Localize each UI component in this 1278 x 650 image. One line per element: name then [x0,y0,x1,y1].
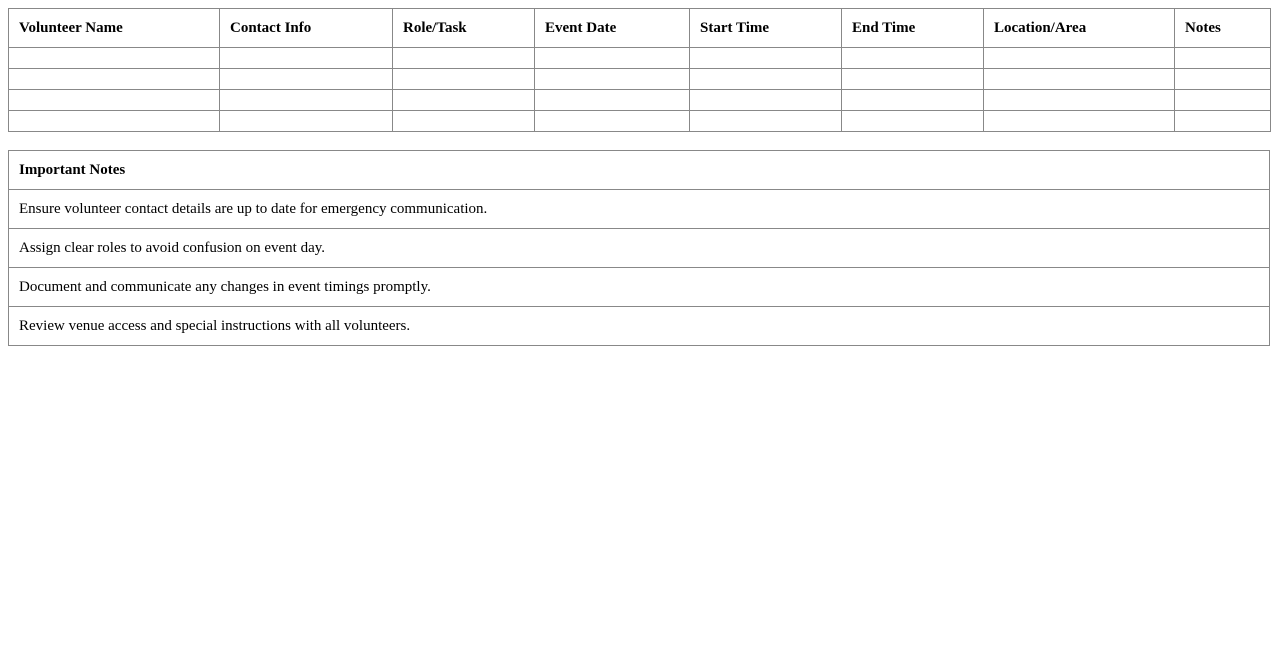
table-cell[interactable] [9,48,220,69]
volunteer-schedule-table [8,8,1271,132]
table-cell[interactable] [842,48,984,69]
table-cell[interactable] [842,111,984,132]
column-header-role-task: Role/Task [393,9,535,48]
table-cell[interactable] [1175,90,1271,111]
notes-header-row [9,151,1270,190]
table-cell[interactable] [984,69,1175,90]
table-cell[interactable] [690,48,842,69]
notes-heading: Important Notes [9,151,1270,190]
table-cell[interactable] [984,48,1175,69]
table-cell[interactable] [690,111,842,132]
notes-row [9,190,1270,229]
table-cell[interactable] [1175,111,1271,132]
column-header-end-time: End Time [842,9,984,48]
table-header-row [9,9,1271,48]
table-cell[interactable] [393,90,535,111]
table-cell[interactable] [393,48,535,69]
notes-row [9,268,1270,307]
notes-row [9,307,1270,346]
column-header-event-date: Event Date [535,9,690,48]
column-header-start-time: Start Time [690,9,842,48]
table-cell[interactable] [1175,48,1271,69]
table-row [9,111,1271,132]
table-row [9,69,1271,90]
table-cell[interactable] [393,69,535,90]
table-cell[interactable] [220,48,393,69]
table-cell[interactable] [220,69,393,90]
note-item: Assign clear roles to avoid confusion on event day. [9,229,1270,268]
notes-row [9,229,1270,268]
table-cell[interactable] [220,111,393,132]
table-cell[interactable] [984,111,1175,132]
table-cell[interactable] [984,90,1175,111]
table-cell[interactable] [842,69,984,90]
column-header-contact-info: Contact Info [220,9,393,48]
note-item: Ensure volunteer contact details are up to date for emergency communication. [9,190,1270,229]
table-cell[interactable] [535,48,690,69]
table-cell[interactable] [842,90,984,111]
table-row [9,48,1271,69]
important-notes-table [8,150,1270,346]
table-cell[interactable] [535,111,690,132]
column-header-notes: Notes [1175,9,1271,48]
table-cell[interactable] [535,69,690,90]
page-content [8,8,1270,346]
table-cell[interactable] [393,111,535,132]
table-cell[interactable] [535,90,690,111]
table-cell[interactable] [9,90,220,111]
table-cell[interactable] [220,90,393,111]
table-row [9,90,1271,111]
note-item: Review venue access and special instructions with all volunteers. [9,307,1270,346]
column-header-volunteer-name: Volunteer Name [9,9,220,48]
note-item: Document and communicate any changes in event timings promptly. [9,268,1270,307]
table-cell[interactable] [1175,69,1271,90]
table-cell[interactable] [9,69,220,90]
table-cell[interactable] [690,90,842,111]
table-cell[interactable] [9,111,220,132]
column-header-location-area: Location/Area [984,9,1175,48]
table-cell[interactable] [690,69,842,90]
